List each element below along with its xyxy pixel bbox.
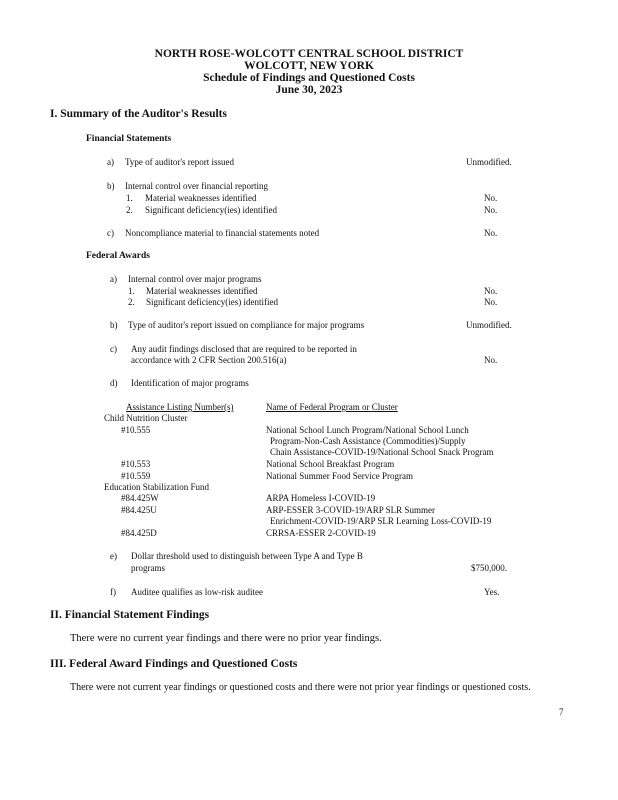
fs-b1-num: 1.: [126, 193, 133, 203]
fa-a-text: Internal control over major programs: [128, 274, 262, 284]
program-number: #10.559: [121, 471, 151, 481]
section-1-title: I. Summary of the Auditor's Results: [50, 108, 227, 120]
program-number: #84.425U: [121, 505, 157, 515]
fs-c-text: Noncompliance material to financial statements noted: [125, 228, 320, 238]
fa-f-text: Auditee qualifies as low-risk auditee: [131, 587, 263, 597]
schedule-date: June 30, 2023: [275, 84, 343, 96]
fa-c-text-line1: Any audit findings disclosed that are required to be reported in: [131, 344, 357, 354]
fa-f-value: Yes.: [484, 587, 500, 597]
program-name-line: National School Lunch Program/National School Lunch: [266, 425, 469, 435]
fa-c-value: No.: [484, 355, 498, 365]
fs-b2-value: No.: [484, 205, 498, 215]
program-name-line: Program-Non-Cash Assistance (Commodities)/Supply: [270, 436, 466, 446]
fa-a2-text: Significant deficiency(ies) identified: [146, 297, 278, 307]
fs-b1-text: Material weaknesses identified: [145, 193, 257, 203]
fa-a2-value: No.: [484, 297, 498, 307]
fa-e-text-line2: programs: [131, 563, 165, 573]
program-number: #84.425D: [121, 528, 157, 538]
fs-b-text: Internal control over financial reporting: [125, 181, 268, 191]
fa-e-text-line1: Dollar threshold used to distinguish between Type A and Type B: [131, 551, 363, 561]
fa-b-value: Unmodified.: [466, 320, 512, 330]
fs-b2-num: 2.: [126, 205, 133, 215]
cluster-education-stabilization: Education Stabilization Fund: [104, 482, 209, 492]
program-number: #10.553: [121, 459, 151, 469]
fa-a2-num: 2.: [128, 297, 135, 307]
fa-e-label: e): [110, 551, 117, 561]
program-name-line: Chain Assistance-COVID-19/National School Snack Program: [270, 447, 494, 457]
section-2-title: II. Financial Statement Findings: [50, 609, 210, 621]
federal-awards-heading: Federal Awards: [86, 251, 150, 261]
fs-c-value: No.: [484, 228, 498, 238]
fa-a1-num: 1.: [128, 286, 135, 296]
fs-a-text: Type of auditor's report issued: [125, 157, 234, 167]
fs-b1-value: No.: [484, 193, 498, 203]
district-location: WOLCOTT, NEW YORK: [244, 60, 374, 72]
financial-statements-heading: Financial Statements: [86, 134, 172, 144]
fs-a-value: Unmodified.: [466, 157, 512, 167]
fa-d-text: Identification of major programs: [131, 378, 249, 388]
fs-b-label: b): [107, 181, 115, 191]
fs-c-label: c): [107, 228, 114, 238]
fa-c-text-line2: accordance with 2 CFR Section 200.516(a): [131, 355, 287, 365]
cluster-child-nutrition: Child Nutrition Cluster: [104, 413, 188, 423]
program-name-line: Enrichment-COVID-19/ARP SLR Learning Loss-COVID-19: [270, 516, 492, 526]
program-name-line: ARPA Homeless I-COVID-19: [266, 493, 376, 503]
fa-a1-value: No.: [484, 286, 498, 296]
fa-a1-text: Material weaknesses identified: [146, 286, 258, 296]
col-assistance-listing: Assistance Listing Number(s): [126, 402, 234, 412]
fa-c-label: c): [110, 344, 117, 354]
program-name-line: National Summer Food Service Program: [266, 471, 413, 481]
program-name-line: National School Breakfast Program: [266, 459, 395, 469]
fa-b-text: Type of auditor's report issued on compliance for major programs: [128, 320, 365, 330]
section-3-body: There were not current year findings or questioned costs and there were not prior year findings or questioned costs.: [70, 682, 531, 693]
section-2-body: There were no current year findings and there were no prior year findings.: [70, 633, 382, 644]
fa-d-label: d): [110, 378, 118, 388]
schedule-title: Schedule of Findings and Questioned Costs: [203, 72, 415, 84]
fa-e-value: $750,000.: [471, 563, 507, 573]
fa-a-label: a): [110, 274, 117, 284]
page-number: 7: [559, 707, 564, 717]
district-name: NORTH ROSE-WOLCOTT CENTRAL SCHOOL DISTRICT: [154, 48, 464, 60]
fs-a-label: a): [107, 157, 114, 167]
program-number: #84.425W: [121, 493, 159, 503]
fs-b2-text: Significant deficiency(ies) identified: [145, 205, 277, 215]
col-program-name: Name of Federal Program or Cluster: [266, 402, 398, 412]
program-number: #10.555: [121, 425, 151, 435]
fa-f-label: f): [110, 587, 116, 597]
program-name-line: ARP-ESSER 3-COVID-19/ARP SLR Summer: [266, 505, 435, 515]
fa-b-label: b): [110, 320, 118, 330]
program-name-line: CRRSA-ESSER 2-COVID-19: [266, 528, 376, 538]
section-3-title: III. Federal Award Findings and Questioned Costs: [50, 658, 298, 670]
